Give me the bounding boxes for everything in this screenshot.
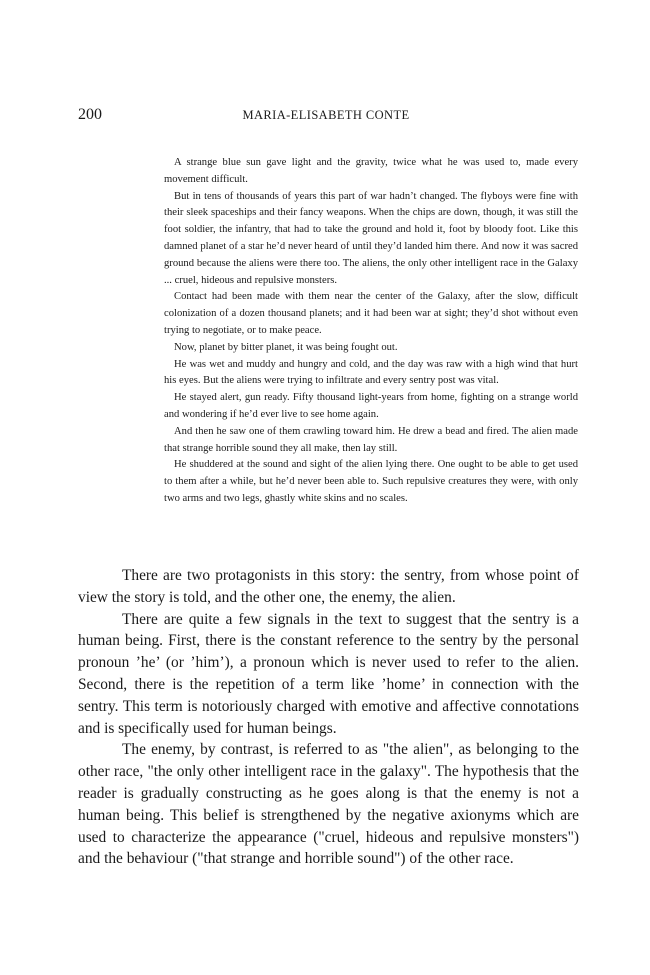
body-text	[78, 565, 579, 870]
quote-paragraph: He stayed alert, gun ready. Fifty thousand light-years from home, fighting on a strange world and wondering if he’d ever live to see home again.	[164, 392, 578, 420]
page-number: 200	[78, 106, 102, 123]
quote-paragraph: Contact had been made with them near the center of the Galaxy, after the slow, difficult colonization of a dozen thousand planets; and it had been war at sight; they’d shot without even trying to negotiate, or to make peace.	[164, 291, 578, 336]
quote-paragraph: A strange blue sun gave light and the gravity, twice what he was used to, made every movement difficult.	[164, 157, 578, 185]
body-paragraph: The enemy, by contrast, is referred to as "the alien", as belonging to the other race, "the only other intelligent race in the galaxy". The hypothesis that the reader is gradually constructing as he goes along is that the enemy is not a human being. This belief is strengthened by the negative axionyms which are used to characterize the appearance ("cruel, hideous and repulsive monsters") and the behaviour ("that strange and horrible sound") of the other race.	[78, 741, 579, 868]
quote-paragraph: And then he saw one of them crawling toward him. He drew a bead and fired. The alien made that strange horrible sound they all make, then lay still.	[164, 425, 578, 454]
running-head: MARIA-ELISABETH CONTE	[242, 108, 410, 122]
quote-paragraph: Now, planet by bitter planet, it was being fought out.	[174, 341, 398, 353]
page-header	[78, 106, 574, 126]
quote-paragraph: He was wet and muddy and hungry and cold, and the day was raw with a high wind that hurt his eyes. But the aliens were trying to infiltrate and every sentry post was vital.	[164, 358, 578, 387]
body-paragraph: There are quite a few signals in the text to suggest that the sentry is a human being. First, there is the constant reference to the sentry by the personal pronoun ’he’ (or ’him’), a pronoun which is never used to refer to the alien. Second, there is the repetition of a term like ’home’ in connection with the sentry. This term is notoriously charged with emotive and affective connotations and is specifically used for human beings.	[78, 610, 579, 737]
quoted-story	[164, 155, 578, 508]
quote-paragraph: He shuddered at the sound and sight of the alien lying there. One ought to be able to get used to them after a while, but he’d never been able to. Such repulsive creatures they were, with only two arms and two legs, ghastly white skins and no scales.	[164, 459, 578, 504]
body-paragraph: There are two protagonists in this story: the sentry, from whose point of view the story is told, and the other one, the enemy, the alien.	[78, 567, 579, 606]
quote-paragraph: But in tens of thousands of years this part of war hadn’t changed. The flyboys were fine with their sleek spaceships and their fancy weapons. When the chips are down, though, it was still the foot soldier, the infantry, that had to take the ground and hold it, foot by bloody foot. Like this damned planet of a star he’d never heard of until they’d landed him there. And now it was sacred ground because the aliens were there too. The aliens, the only other intelligent race in the Galaxy ... cruel, hideous and repulsive monsters.	[164, 190, 578, 286]
